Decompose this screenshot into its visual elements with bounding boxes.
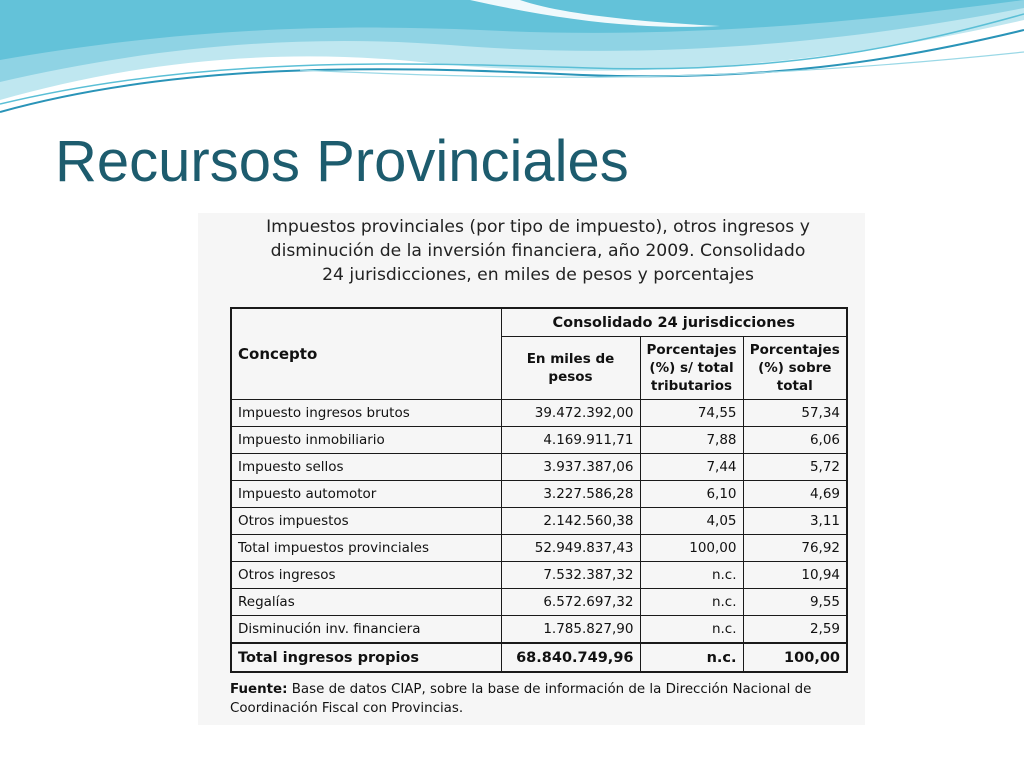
cell-concepto: Otros impuestos: [231, 508, 501, 535]
cell-miles: 3.227.586,28: [501, 481, 640, 508]
table-row: [231, 562, 847, 589]
cell-pct-tributarios: 4,05: [640, 508, 743, 535]
cell-concepto: Impuesto inmobiliario: [231, 427, 501, 454]
cell-pct-total: 76,92: [743, 535, 847, 562]
decorative-waves: [0, 0, 1024, 130]
cell-concepto: Total impuestos provinciales: [231, 535, 501, 562]
cell-pct-total: 4,69: [743, 481, 847, 508]
cell-pct-tributarios: 7,44: [640, 454, 743, 481]
revenue-table: [230, 307, 848, 673]
source-label: Fuente:: [230, 682, 288, 697]
cell-miles: 2.142.560,38: [501, 508, 640, 535]
table-figure: [198, 213, 865, 725]
table-row: [231, 508, 847, 535]
cell-concepto: Total ingresos propios: [231, 643, 501, 672]
cell-miles: 68.840.749,96: [501, 643, 640, 672]
cell-miles: 7.532.387,32: [501, 562, 640, 589]
table-row: [231, 454, 847, 481]
caption-line: Impuestos provinciales (por tipo de impuesto), otros ingresos y: [266, 217, 810, 237]
cell-concepto: Regalías: [231, 589, 501, 616]
header-miles: En miles de pesos: [501, 337, 640, 400]
cell-pct-tributarios: 74,55: [640, 400, 743, 427]
table-row: [231, 589, 847, 616]
table-row: [231, 535, 847, 562]
cell-miles: 39.472.392,00: [501, 400, 640, 427]
cell-pct-tributarios: n.c.: [640, 562, 743, 589]
source-note: [230, 680, 860, 718]
table-body: [231, 400, 847, 673]
cell-pct-total: 100,00: [743, 643, 847, 672]
cell-pct-total: 10,94: [743, 562, 847, 589]
table-row: [231, 400, 847, 427]
cell-pct-total: 2,59: [743, 616, 847, 644]
cell-miles: 4.169.911,71: [501, 427, 640, 454]
cell-miles: 3.937.387,06: [501, 454, 640, 481]
table-total-row: [231, 643, 847, 672]
header-pct-total: Porcentajes (%) sobre total: [743, 337, 847, 400]
source-text: Base de datos CIAP, sobre la base de información de la Dirección Nacional de Coordinación Fiscal con Provincias.: [230, 682, 812, 716]
table-row: [231, 481, 847, 508]
cell-pct-tributarios: n.c.: [640, 589, 743, 616]
caption-line: disminución de la inversión financiera, año 2009. Consolidado: [270, 241, 806, 261]
header-consolidado: Consolidado 24 jurisdicciones: [501, 308, 847, 337]
cell-pct-total: 3,11: [743, 508, 847, 535]
cell-pct-total: 9,55: [743, 589, 847, 616]
cell-miles: 52.949.837,43: [501, 535, 640, 562]
cell-pct-tributarios: 6,10: [640, 481, 743, 508]
cell-miles: 1.785.827,90: [501, 616, 640, 644]
figure-caption: [198, 215, 878, 287]
cell-concepto: Impuesto sellos: [231, 454, 501, 481]
table-row: [231, 616, 847, 644]
cell-pct-tributarios: n.c.: [640, 616, 743, 644]
cell-pct-tributarios: 7,88: [640, 427, 743, 454]
header-pct-tributarios: Porcentajes (%) s/ total tributarios: [640, 337, 743, 400]
cell-pct-tributarios: 100,00: [640, 535, 743, 562]
cell-concepto: Otros ingresos: [231, 562, 501, 589]
cell-pct-total: 57,34: [743, 400, 847, 427]
table-row: [231, 427, 847, 454]
caption-line: 24 jurisdicciones, en miles de pesos y porcentajes: [322, 265, 754, 285]
cell-miles: 6.572.697,32: [501, 589, 640, 616]
cell-concepto: Impuesto automotor: [231, 481, 501, 508]
slide-title: Recursos Provinciales: [55, 129, 629, 194]
header-concepto: Concepto: [231, 308, 501, 400]
cell-pct-total: 5,72: [743, 454, 847, 481]
cell-concepto: Impuesto ingresos brutos: [231, 400, 501, 427]
cell-pct-tributarios: n.c.: [640, 643, 743, 672]
cell-concepto: Disminución inv. financiera: [231, 616, 501, 644]
cell-pct-total: 6,06: [743, 427, 847, 454]
